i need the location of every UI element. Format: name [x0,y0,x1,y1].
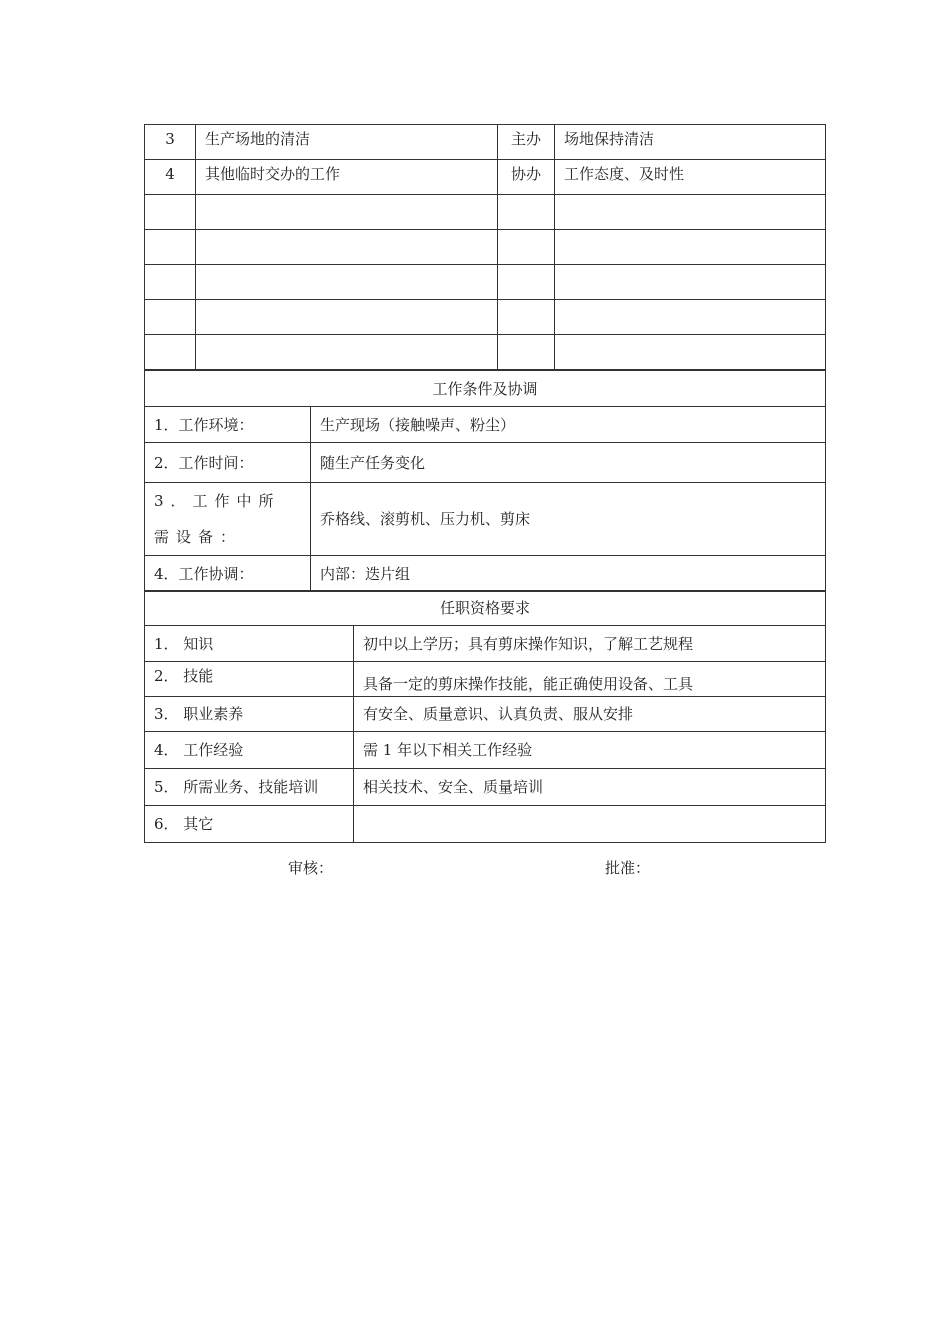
empty-cell [555,230,826,265]
qualification-label: 5． 所需业务、技能培训 [145,769,354,806]
duty-number: 4 [145,160,196,195]
condition-label: 4．工作协调： [145,556,311,592]
empty-cell [196,335,498,370]
table-row-empty [145,230,826,265]
table-row [145,662,826,697]
table-row [145,732,826,769]
empty-cell [145,335,196,370]
qualification-value: 相关技术、安全、质量培训 [354,769,826,806]
qualification-label: 2． 技能 [145,662,354,697]
condition-label: 3．工作中所需设备： [145,483,311,556]
duty-role: 主办 [498,125,555,160]
table-row [145,443,826,483]
qualification-value: 有安全、质量意识、认真负责、服从安排 [354,697,826,732]
empty-cell [498,265,555,300]
qualification-label: 6． 其它 [145,806,354,843]
duty-role: 协办 [498,160,555,195]
section-header-row [145,371,826,407]
empty-cell [145,230,196,265]
condition-value: 内部：迭片组 [311,556,826,592]
table-row [145,626,826,662]
empty-cell [555,300,826,335]
table-row [145,160,826,195]
duty-task: 其他临时交办的工作 [196,160,498,195]
empty-cell [196,300,498,335]
table-row-empty [145,300,826,335]
section-header-row [145,591,826,626]
duty-number: 3 [145,125,196,160]
table-row [145,125,826,160]
qualification-label: 1． 知识 [145,626,354,662]
table-row [145,769,826,806]
condition-value: 生产现场（接触噪声、粉尘） [311,407,826,443]
table-row-empty [145,265,826,300]
approve-label: 批准： [605,859,651,877]
duty-standard: 场地保持清洁 [555,125,826,160]
condition-label: 1．工作环境： [145,407,311,443]
qualification-label: 3． 职业素养 [145,697,354,732]
empty-cell [498,195,555,230]
table-row [145,697,826,732]
conditions-table [144,370,826,592]
empty-cell [145,195,196,230]
qualification-value: 需 1 年以下相关工作经验 [354,732,826,769]
condition-value: 随生产任务变化 [311,443,826,483]
section-title-conditions: 工作条件及协调 [145,371,826,407]
table-row-empty [145,195,826,230]
table-row [145,407,826,443]
review-label: 审核： [288,859,334,877]
qualification-value: 初中以上学历；具有剪床操作知识，了解工艺规程 [354,626,826,662]
empty-cell [498,230,555,265]
table-row-empty [145,335,826,370]
qualification-value [354,806,826,843]
duties-table [144,124,826,370]
duty-task: 生产场地的清洁 [196,125,498,160]
table-row [145,556,826,592]
empty-cell [555,265,826,300]
table-row [145,806,826,843]
section-title-qualifications: 任职资格要求 [145,591,826,626]
empty-cell [145,300,196,335]
qualification-value: 具备一定的剪床操作技能，能正确使用设备、工具 [354,662,826,697]
duty-standard: 工作态度、及时性 [555,160,826,195]
condition-label: 2．工作时间： [145,443,311,483]
table-row [145,483,826,556]
empty-cell [498,335,555,370]
empty-cell [498,300,555,335]
empty-cell [555,335,826,370]
qualification-label: 4． 工作经验 [145,732,354,769]
empty-cell [145,265,196,300]
empty-cell [196,195,498,230]
empty-cell [196,265,498,300]
qualifications-table [144,590,826,843]
condition-value: 乔格线、滚剪机、压力机、剪床 [311,483,826,556]
empty-cell [196,230,498,265]
empty-cell [555,195,826,230]
